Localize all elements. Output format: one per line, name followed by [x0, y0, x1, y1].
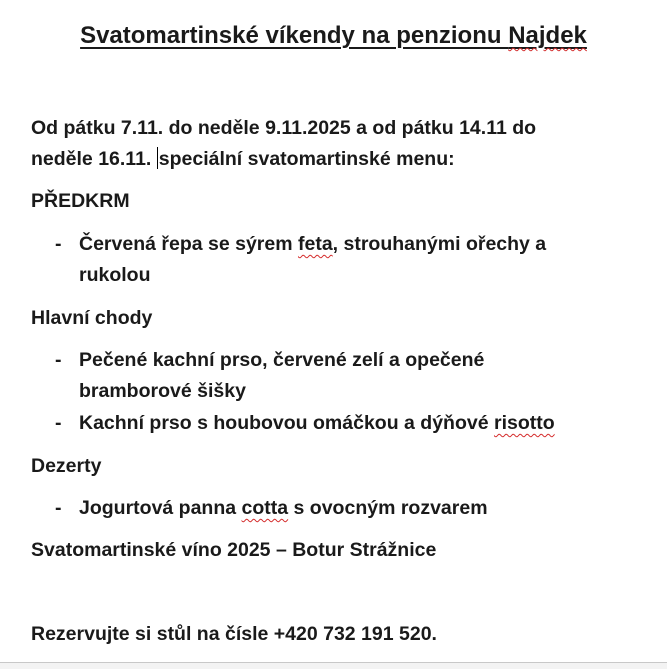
mains-item-2: [79, 412, 555, 435]
intro-line-1: Od pátku 7.11. do neděle 9.11.2025 a od pátku 14.11 do: [31, 117, 537, 139]
wine-line: Svatomartinské víno 2025 – Botur Strážnice: [31, 539, 437, 561]
bullet-dash: -: [55, 349, 62, 371]
desserts-item-1: [79, 497, 488, 520]
starter-item-1-text: Červená řepa se sýrem: [79, 233, 298, 255]
bullet-dash: -: [55, 412, 62, 434]
mains-item-1: Pečené kachní prso, červené zelí a opečené: [79, 349, 485, 371]
desserts-item-1-text: Jogurtová panna: [79, 497, 242, 519]
title-text: Svatomartinské víkendy na penzionu: [80, 22, 509, 49]
title-spell-word: Najdek: [508, 22, 587, 49]
starter-heading: PŘEDKRM: [31, 190, 130, 212]
starter-item-1: [79, 233, 546, 256]
page-title: [0, 22, 667, 50]
intro-date: neděle 16.11.: [31, 148, 152, 170]
mains-item-1-cont: bramborové šišky: [79, 380, 246, 402]
reservation-line: Rezervujte si stůl na čísle +420 732 191 520.: [31, 623, 437, 645]
bullet-dash: -: [55, 497, 62, 519]
mains-heading: Hlavní chody: [31, 307, 153, 329]
mains-item-2-spell-word: risotto: [493, 412, 555, 434]
window-bottom-edge: [0, 662, 667, 669]
desserts-heading: Dezerty: [31, 455, 102, 477]
bullet-dash: -: [55, 233, 62, 255]
text-cursor: [157, 147, 158, 169]
intro-line-2: [31, 147, 455, 171]
starter-item-1-spell-word: feta: [297, 233, 333, 255]
intro-menu-text: speciální svatomartinské menu:: [158, 148, 455, 170]
mains-item-2-text: Kachní prso s houbovou omáčkou a dýňové: [79, 412, 494, 434]
desserts-item-1-text-end: s ovocným rozvarem: [288, 497, 488, 519]
starter-item-1-cont: rukolou: [79, 264, 151, 286]
starter-item-1-text-end: , strouhanými ořechy a: [332, 233, 547, 255]
desserts-item-1-spell-word: cotta: [241, 497, 289, 519]
